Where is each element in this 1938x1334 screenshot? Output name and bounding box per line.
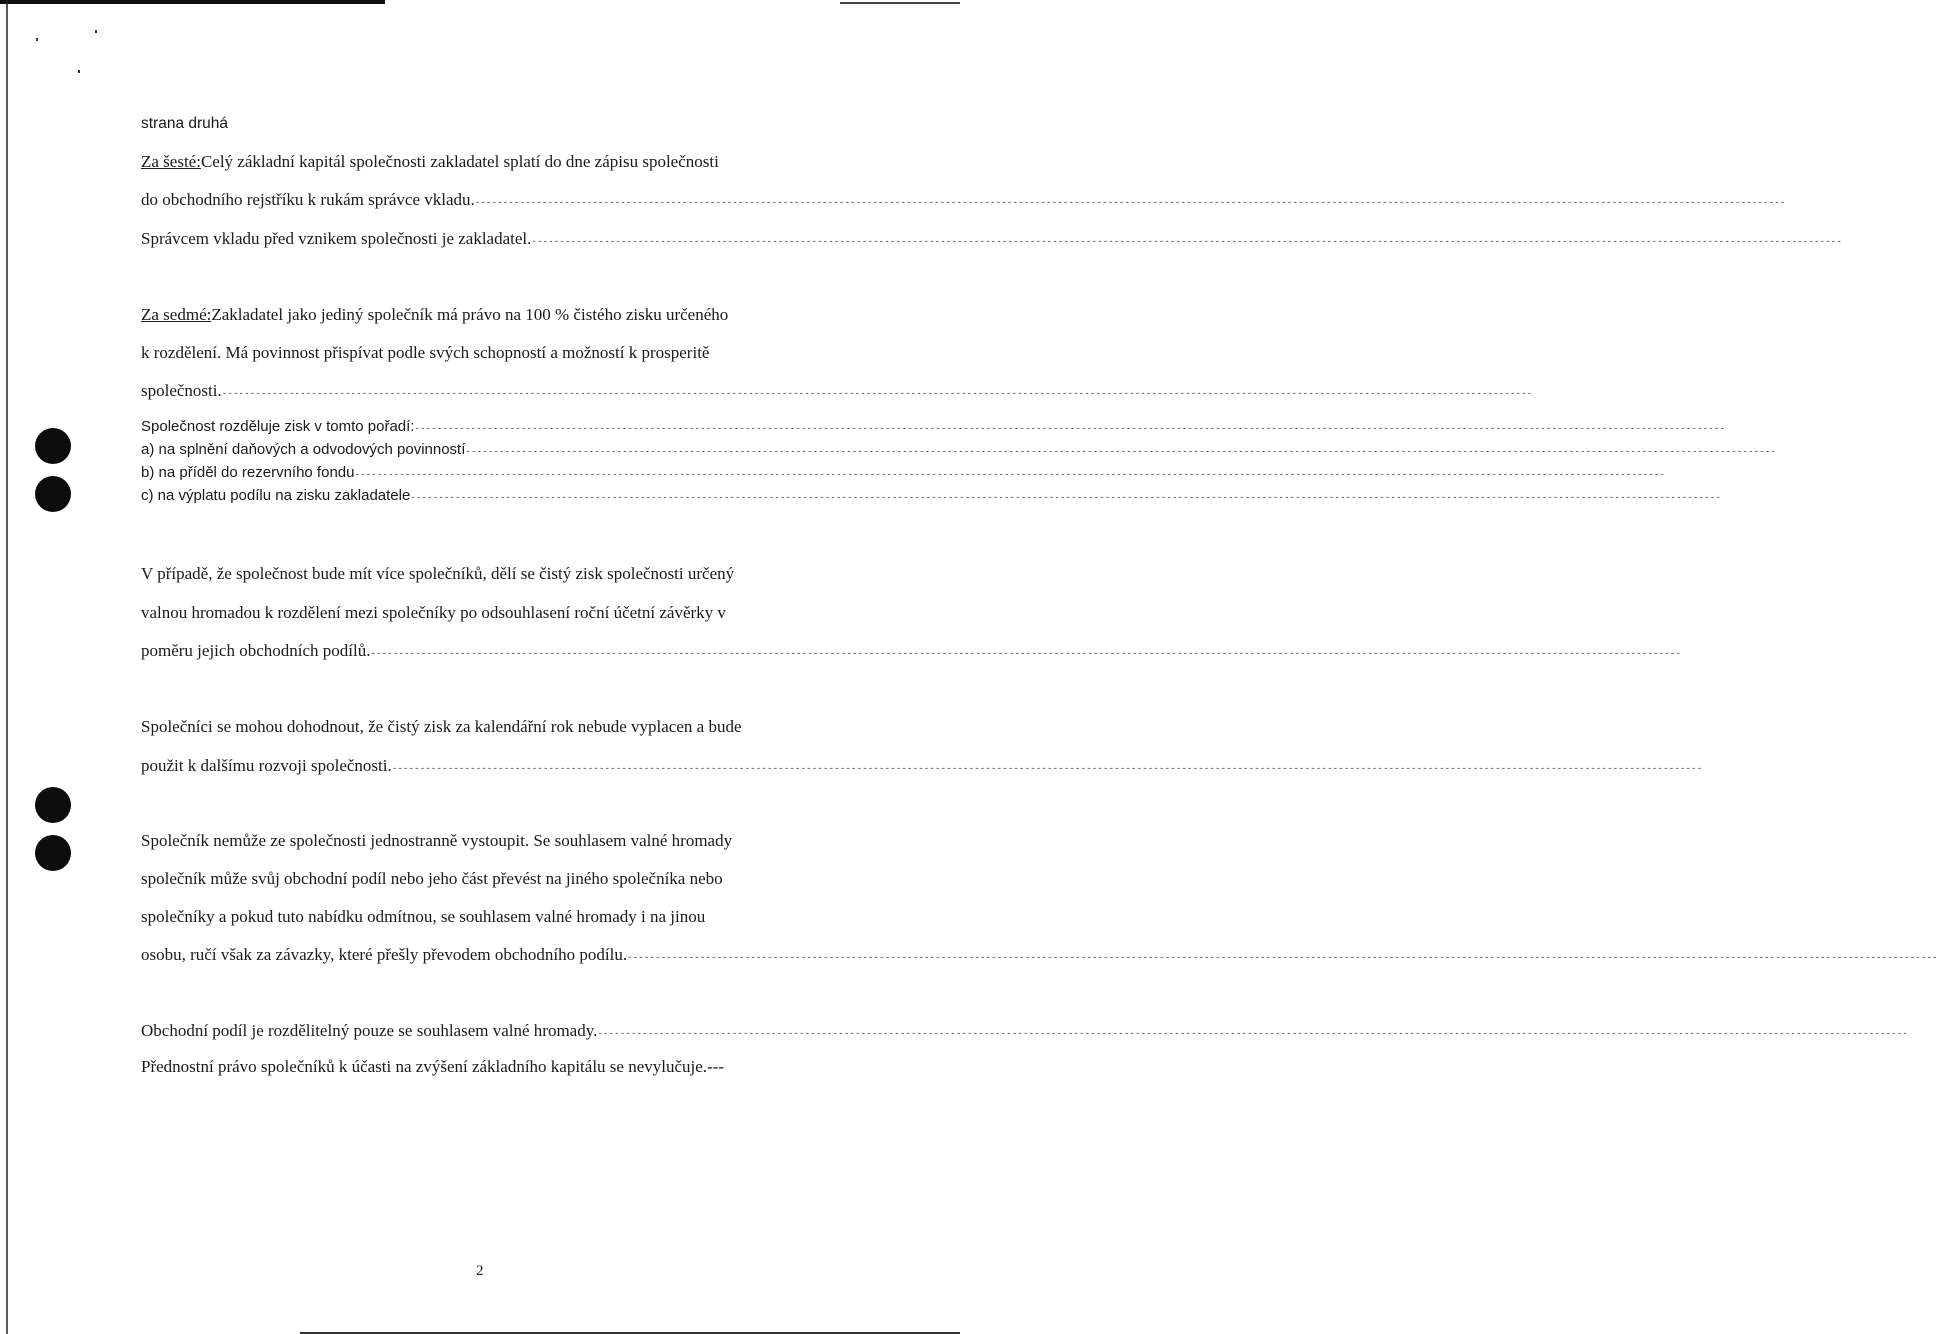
dash-filler: ------------------------------------------------------------------------------------------------------------------------------------------------------------------------------------------------------------------------------------------ <box>627 953 1938 963</box>
scan-speck <box>95 30 97 33</box>
dash-filler: ------------------------------------------------------------------------------------------------------------------------------------------------------------------------------------------------------------------------------------------ <box>221 389 1533 399</box>
dash-filler: ------------------------------------------------------------------------------------------------------------------------------------------------------------------------------------------------------------------------------------------ <box>465 447 1776 457</box>
page-heading-text: strana druhá <box>141 115 229 132</box>
scan-speck <box>78 70 80 73</box>
section-sixth-line-3 <box>141 228 1843 253</box>
profit-order-item <box>141 485 1721 509</box>
divisibility-line-1 <box>141 1020 1908 1045</box>
section-sixth-line-2 <box>141 189 1786 214</box>
section-seventh-text: k rozdělení. Má povinnost přispívat podle svých schopností a možností k prosperitě <box>141 343 710 362</box>
dash-filler: ------------------------------------------------------------------------------------------------------------------------------------------------------------------------------------------------------------------------------------------ <box>414 424 1726 434</box>
page-number: 2 <box>476 1263 484 1279</box>
reinvest-text: Společníci se mohou dohodnout, že čistý zisk za kalendářní rok nebude vyplacen a bude <box>141 717 742 736</box>
dash-filler: ------------------------------------------------------------------------------------------------------------------------------------------------------------------------------------------------------------------------------------------ <box>597 1029 1908 1039</box>
dash-filler: ------------------------------------------------------------------------------------------------------------------------------------------------------------------------------------------------------------------------------------------ <box>410 493 1721 503</box>
withdrawal-text: společník může svůj obchodní podíl nebo jeho část převést na jiného společníka nebo <box>141 869 723 888</box>
multiple-partners-text: V případě, že společnost bude mít více společníků, dělí se čistý zisk společnosti určený <box>141 564 735 583</box>
section-seventh-line-2 <box>141 342 821 364</box>
section-sixth-text: Správcem vkladu před vznikem společnosti je zakladatel. <box>141 229 532 248</box>
punch-hole-dot <box>35 787 71 823</box>
withdrawal-line-1 <box>141 830 821 852</box>
withdrawal-line-2 <box>141 868 821 890</box>
divisibility-text: Obchodní podíl je rozdělitelný pouze se souhlasem valné hromady. <box>141 1021 598 1040</box>
punch-hole-dot <box>35 835 71 871</box>
profit-order-intro-text: Společnost rozděluje zisk v tomto pořadí: <box>141 418 415 435</box>
profit-order-item <box>141 462 1666 486</box>
profit-order-item <box>141 439 1776 463</box>
dash-filler: ------------------------------------------------------------------------------------------------------------------------------------------------------------------------------------------------------------------------------------------ <box>354 470 1666 480</box>
section-sixth-text: do obchodního rejstříku k rukám správce vkladu. <box>141 190 475 209</box>
section-seventh-text: Zakladatel jako jediný společník má právo na 100 % čistého zisku určeného <box>211 305 729 324</box>
multiple-partners-line-1 <box>141 563 821 585</box>
scan-edge-top <box>0 0 385 4</box>
multiple-partners-line-3 <box>141 640 1682 665</box>
section-seventh-text: společnosti. <box>141 381 222 400</box>
profit-order-item-text: c) na výplatu podílu na zisku zakladatele <box>141 487 411 504</box>
multiple-partners-text: valnou hromadou k rozdělení mezi společníky po odsouhlasení roční účetní závěrky v <box>141 603 726 622</box>
section-seventh-label: Za sedmé: <box>141 305 212 324</box>
profit-order-item-text: b) na příděl do rezervního fondu <box>141 464 355 481</box>
divisibility-line-2 <box>141 1056 821 1078</box>
withdrawal-text: osobu, ručí však za závazky, které přešly převodem obchodního podílu. <box>141 945 628 964</box>
reinvest-line-2 <box>141 755 1703 780</box>
withdrawal-text: Společník nemůže ze společnosti jednostranně vystoupit. Se souhlasem valné hromady <box>141 831 733 850</box>
withdrawal-text: společníky a pokud tuto nabídku odmítnou, se souhlasem valné hromady i na jinou <box>141 907 706 926</box>
dash-filler: ------------------------------------------------------------------------------------------------------------------------------------------------------------------------------------------------------------------------------------------ <box>370 649 1682 659</box>
section-sixth-line-1 <box>141 151 821 173</box>
punch-hole-dot <box>35 476 71 512</box>
section-seventh-line-3 <box>141 380 1533 405</box>
dash-filler: ------------------------------------------------------------------------------------------------------------------------------------------------------------------------------------------------------------------------------------------ <box>531 237 1843 247</box>
multiple-partners-line-2 <box>141 602 821 624</box>
reinvest-line-1 <box>141 716 821 738</box>
scan-speck <box>36 38 38 41</box>
section-sixth-label: Za šesté: <box>141 152 201 171</box>
profit-order-item-text: a) na splnění daňových a odvodových povinností <box>141 441 466 458</box>
multiple-partners-text: poměru jejich obchodních podílů. <box>141 641 371 660</box>
scan-edge-left <box>6 0 8 1334</box>
dash-filler: ------------------------------------------------------------------------------------------------------------------------------------------------------------------------------------------------------------------------------------------ <box>391 764 1703 774</box>
section-sixth-text: Celý základní kapitál společnosti zakladatel splatí do dne zápisu společnosti <box>200 152 719 171</box>
scan-edge-top-right <box>840 2 960 4</box>
punch-hole-dot <box>35 428 71 464</box>
page-heading <box>141 113 821 135</box>
withdrawal-line-4 <box>141 944 1938 969</box>
reinvest-text: použit k dalšímu rozvoji společnosti. <box>141 756 392 775</box>
divisibility-text: Přednostní právo společníků k účasti na zvýšení základního kapitálu se nevylučuje.--- <box>141 1057 725 1076</box>
section-seventh-line-1 <box>141 304 821 326</box>
withdrawal-line-3 <box>141 906 821 928</box>
profit-order-intro <box>141 416 1726 440</box>
dash-filler: ------------------------------------------------------------------------------------------------------------------------------------------------------------------------------------------------------------------------------------------ <box>474 198 1786 208</box>
